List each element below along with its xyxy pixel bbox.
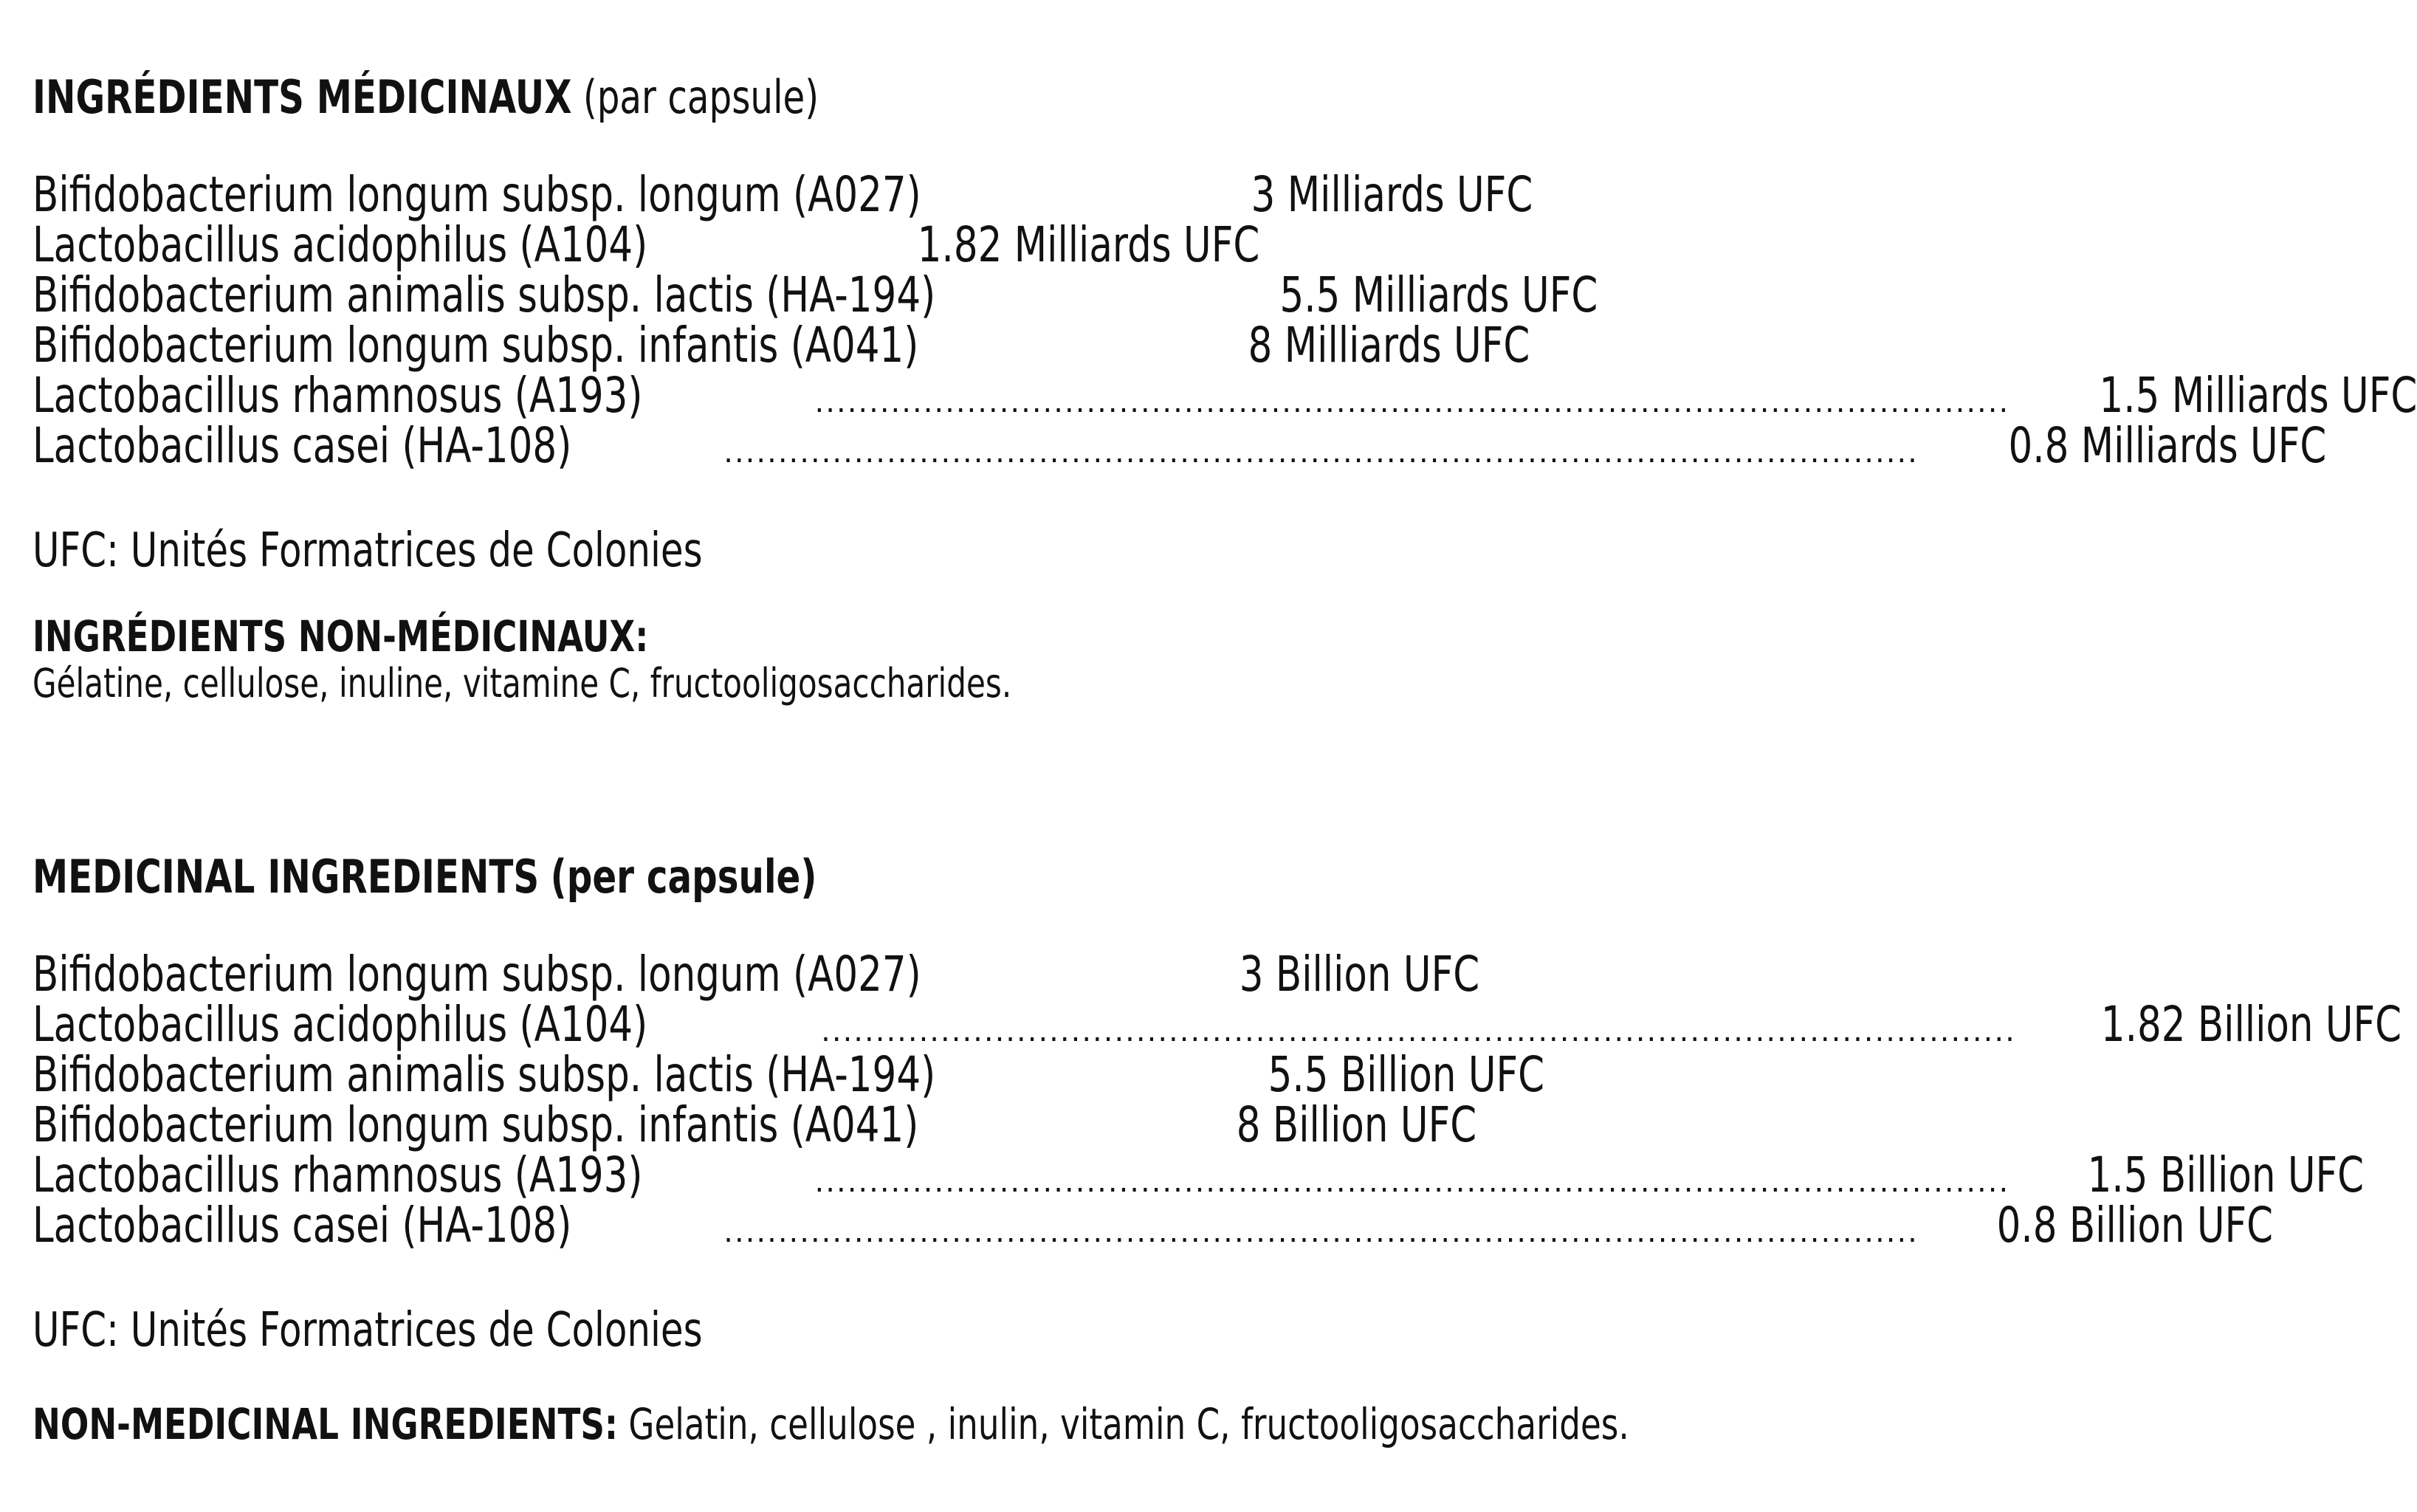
ingredient-name: Lactobacillus rhamnosus (A193) xyxy=(32,367,643,424)
english-ingredient-row xyxy=(32,1096,1477,1153)
ingredient-amount: 8 Billion UFC xyxy=(1236,1096,1477,1153)
english-ingredient-row xyxy=(32,946,1480,1003)
leader-dots: .............................................................................................................. xyxy=(814,385,2010,419)
leader-dots: .............................................................................................................. xyxy=(723,1215,1919,1249)
ingredient-amount: 5.5 Billion UFC xyxy=(1268,1046,1545,1103)
french-heading-title: INGRÉDIENTS MÉDICINAUX xyxy=(32,70,572,124)
ingredient-name: Lactobacillus casei (HA-108) xyxy=(32,417,572,474)
ingredient-amount: 1.82 Billion UFC xyxy=(2100,996,2401,1053)
french-non-medicinal-text: Gélatine, cellulose, inuline, vitamine C, fructooligosaccharides. xyxy=(32,660,1012,707)
english-non-medicinal-text: Gelatin, cellulose , inulin, vitamin C, fructooligosaccharides. xyxy=(628,1399,1629,1449)
english-ufc-note: UFC: Unités Formatrices de Colonies xyxy=(32,1303,703,1358)
french-heading-qualifier: (par capsule) xyxy=(582,70,819,124)
english-section xyxy=(32,850,2401,1450)
english-ingredient-row xyxy=(32,1147,2365,1203)
french-non-medicinal-heading: INGRÉDIENTS NON-MÉDICINAUX: xyxy=(32,611,649,662)
french-ingredient-row xyxy=(32,216,1260,273)
ingredient-amount: 1.5 Billion UFC xyxy=(2087,1147,2365,1203)
ingredient-name: Lactobacillus casei (HA-108) xyxy=(32,1197,572,1254)
ingredient-name: Lactobacillus acidophilus (A104) xyxy=(32,216,648,273)
ingredient-name: Bifidobacterium animalis subsp. lactis (HA-194) xyxy=(32,1046,936,1103)
leader-dots: .............................................................................................................. xyxy=(814,1165,2010,1199)
french-ingredient-row xyxy=(32,317,1530,374)
english-non-medicinal-heading: NON-MEDICINAL INGREDIENTS: xyxy=(32,1399,619,1449)
english-medicinal-heading xyxy=(32,850,966,904)
english-non-medicinal-line xyxy=(32,1398,1629,1450)
french-ingredient-row xyxy=(32,367,2417,424)
french-ingredient-row xyxy=(32,166,1533,223)
ingredient-amount: 5.5 Milliards UFC xyxy=(1279,267,1598,323)
leader-dots: .............................................................................................................. xyxy=(723,436,1919,470)
ingredient-amount: 0.8 Billion UFC xyxy=(1996,1197,2274,1254)
ingredient-name: Lactobacillus rhamnosus (A193) xyxy=(32,1147,643,1203)
french-ingredient-row xyxy=(32,417,2327,474)
ingredient-name: Lactobacillus acidophilus (A104) xyxy=(32,996,648,1053)
english-heading-qualifier: (per capsule) xyxy=(550,850,817,904)
ingredient-amount: 1.5 Milliards UFC xyxy=(2099,367,2417,424)
english-ingredient-row xyxy=(32,1046,1545,1103)
ingredient-name: Bifidobacterium animalis subsp. lactis (HA-194) xyxy=(32,267,936,323)
ingredient-amount: 0.8 Milliards UFC xyxy=(2008,417,2327,474)
ingredient-amount: 1.82 Milliards UFC xyxy=(917,216,1260,273)
leader-dots: .............................................................................................................. xyxy=(821,1014,2016,1048)
english-ingredient-list xyxy=(32,946,2401,1254)
french-section xyxy=(32,70,2417,707)
french-medicinal-heading xyxy=(32,71,989,124)
french-ingredient-list xyxy=(32,166,2417,474)
ingredient-name: Bifidobacterium longum subsp. longum (A027) xyxy=(32,166,921,223)
ingredient-amount: 3 Billion UFC xyxy=(1239,946,1480,1003)
french-ufc-note: UFC: Unités Formatrices de Colonies xyxy=(32,523,703,578)
ingredient-name: Bifidobacterium longum subsp. infantis (A041) xyxy=(32,1096,919,1153)
english-ingredient-row xyxy=(32,996,2401,1053)
ingredient-name: Bifidobacterium longum subsp. longum (A027) xyxy=(32,946,921,1003)
ingredient-amount: 8 Milliards UFC xyxy=(1248,317,1530,374)
english-ingredient-row xyxy=(32,1197,2274,1254)
english-heading-title: MEDICINAL INGREDIENTS xyxy=(32,850,540,904)
french-ingredient-row xyxy=(32,267,1598,323)
ingredient-amount: 3 Milliards UFC xyxy=(1251,166,1533,223)
ingredient-name: Bifidobacterium longum subsp. infantis (A041) xyxy=(32,317,919,374)
